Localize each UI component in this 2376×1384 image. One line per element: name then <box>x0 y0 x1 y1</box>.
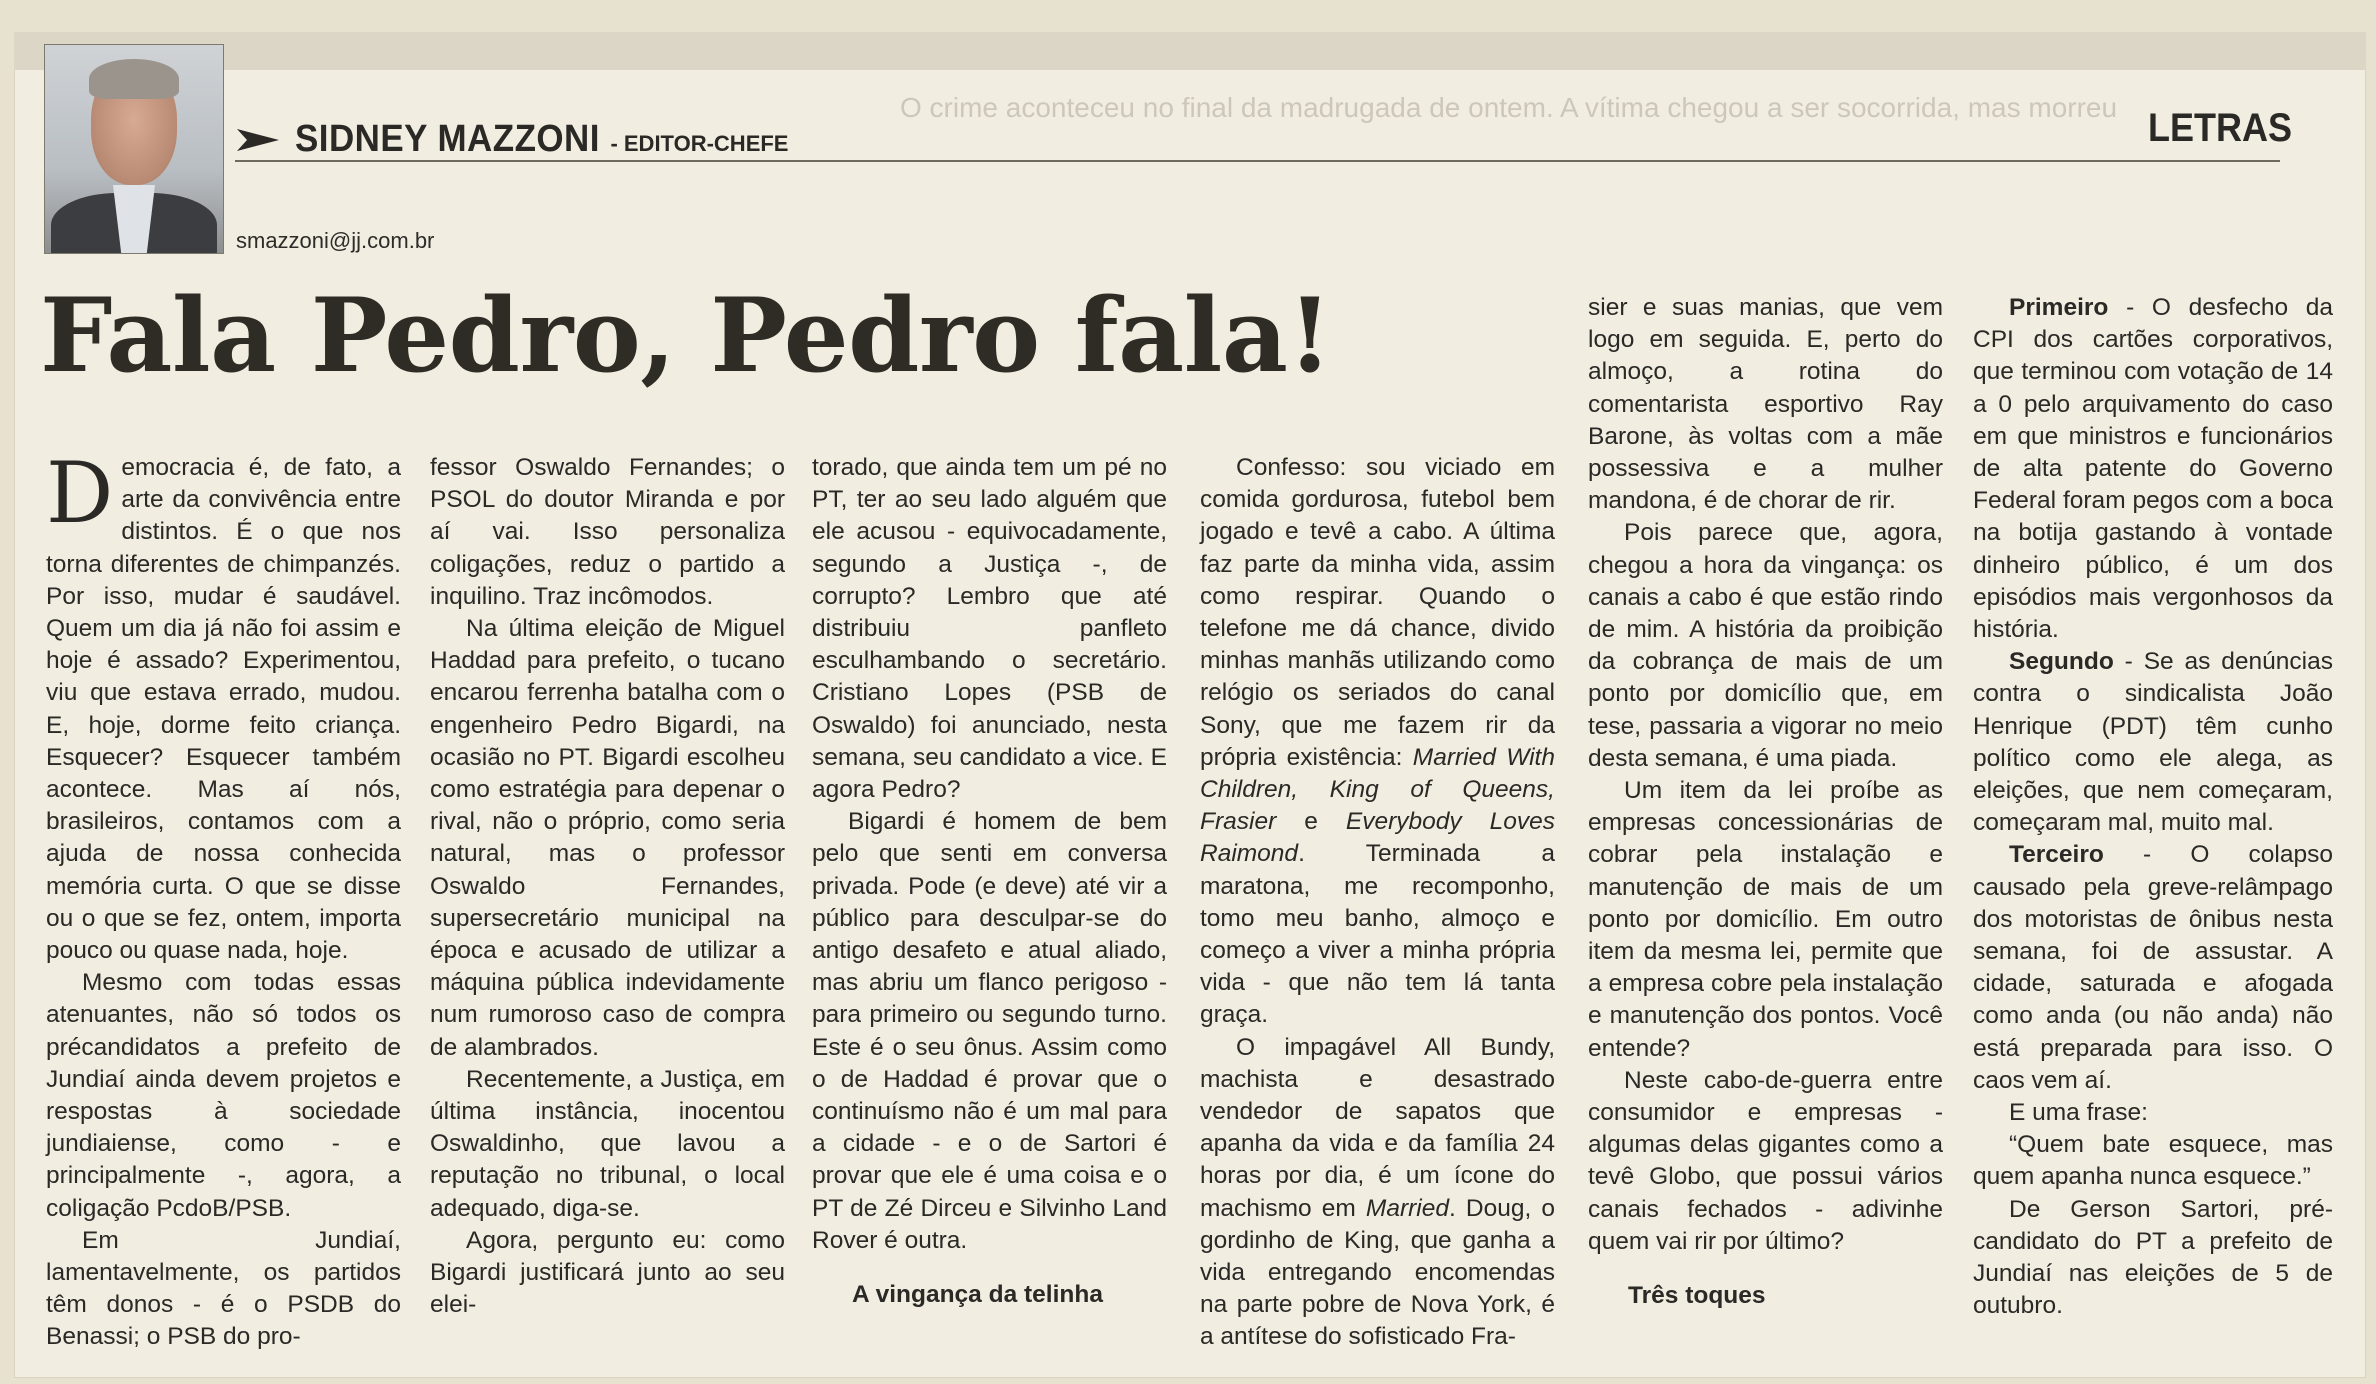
column-1 <box>46 444 401 1354</box>
arrow-right-icon <box>235 125 281 155</box>
text: - O colapso causado pela greve-relâmpago dos motoristas de ônibus nesta semana, foi de assustar. A cidade, saturada e afogada como anda (ou não anda) não está preparada para isso. O caos vem aí. <box>1973 841 2333 1094</box>
byline <box>235 118 788 161</box>
paragraph-text: emocracia é, de fato, a arte da convivência entre distintos. É o que nos torna diferentes de chimpanzés. Por isso, mudar é saudável. Quem um dia já não foi assim e hoje é assado? Experimentou, viu que estava errado, mudou. E, hoje, dorme feito criança. Esquecer? Esquecer também acontece. Mas aí nós, brasileiros, contamos com a ajuda de nossa conhecida memória curta. O que se disse ou o que se fez, ontem, importa pouco ou quase nada, hoje. <box>46 454 401 965</box>
paragraph <box>1200 452 1555 1032</box>
column-2 <box>430 452 785 1321</box>
paragraph <box>1973 646 2333 839</box>
paragraph: Em Jundiaí, lamentavelmente, os partidos têm donos - é o PSDB do Benassi; o PSB do pro- <box>46 1226 401 1351</box>
paragraph: sier e suas manias, que vem logo em seguida. E, perto do almoço, a rotina do comentarista esportivo Ray Barone, às voltas com a mãe possessiva e a mulher mandona, é de chorar de rir. <box>1588 294 1943 515</box>
author-photo <box>44 44 224 254</box>
headline: Fala Pedro, Pedro fala! <box>40 276 1332 396</box>
subheading: A vingança da telinha <box>852 1281 1103 1309</box>
paragraph <box>1973 292 2333 646</box>
paragraph: Mesmo com todas essas atenuantes, não só todos os précandidatos a prefeito de Jundiaí ainda devem projetos e respostas à sociedade jundiaiense, como - e principalmente -, agora, a coligação PcdoB/PSB. <box>46 969 401 1222</box>
paragraph <box>46 444 401 967</box>
paragraph: E uma frase: <box>2009 1099 2148 1127</box>
show-title: Married <box>1365 1194 1449 1222</box>
paragraph: Um item da lei proíbe as empresas concessionárias de cobrar pela instalação e manutenção de mais de um ponto por domicílio. Em outro item da mesma lei, permite que a empresa cobre pela instalação e manutenção dos pontos. Você entende? <box>1588 777 1943 1062</box>
column-3 <box>812 452 1167 1311</box>
photo-hair <box>89 59 179 99</box>
author-name: SIDNEY MAZZONI <box>295 118 600 160</box>
lead-word: Primeiro <box>2009 294 2109 321</box>
paragraph: Bigardi é homem de bem pelo que senti em conversa privada. Pode (e deve) até vir a público para desculpar-se do antigo desafeto e atual aliado, mas abriu um flanco perigoso - para primeiro ou segundo turno. Este é o seu ônus. Assim como o de Haddad é provar que o continuísmo não é um mal para a cidade - e o de Sartori é provar que ele é uma coisa e o PT de Zé Dirceu e Silvinho Land Rover é outra. <box>812 808 1167 1254</box>
author-role: - EDITOR-CHEFE <box>610 131 789 156</box>
text: . Doug, o gordinho de King, que ganha a vida entregando encomendas na parte pobre de Nova York, é a antítese do sofisticado Fra- <box>1200 1194 1555 1351</box>
paragraph: De Gerson Sartori, pré-candidato do PT a prefeito de Jundiaí nas eleições de 5 de outubro. <box>1973 1195 2333 1320</box>
column-6 <box>1973 292 2333 1323</box>
show-titles: Married With Children, King of Queens, Frasier <box>1200 743 1555 836</box>
paragraph: fessor Oswaldo Fernandes; o PSOL do doutor Miranda e por aí vai. Isso personaliza coligações, reduz o partido a inquilino. Traz incômodos. <box>430 454 785 610</box>
quote: “Quem bate esquece, mas quem apanha nunca esquece.” <box>1973 1131 2333 1191</box>
paragraph: Recentemente, a Justiça, em última instância, inocentou Oswaldinho, que lavou a reputação no tribunal, o local adequado, diga-se. <box>430 1065 785 1222</box>
author-email: smazzoni@jj.com.br <box>236 228 435 253</box>
column-4 <box>1200 452 1555 1354</box>
text: . Terminada a maratona, me recomponho, tomo meu banho, almoço e começo a viver a minha própria vida - que não tem lá tanta graça. <box>1200 840 1555 1029</box>
text: - Se as denúncias contra o sindicalista João Henrique (PDT) têm cunho político como ele alega, as eleições, que nem começaram, começaram mal, muito mal. <box>1973 648 2333 837</box>
text: - O desfecho da CPI dos cartões corporativos, que terminou com votação de 14 a 0 pelo arquivamento do caso em que ministros e funcionários de alta patente do Governo Federal foram pegos com a boca na botija gastando à vontade dinheiro público, é um dos episódios mais vergonhosos da história. <box>1973 294 2333 644</box>
subheading: Três toques <box>1628 1282 1766 1310</box>
text: Confesso: sou viciado em comida gordurosa, futebol bem jogado e tevê a cabo. A última faz parte da minha vida, assim como respirar. Quando o telefone me dá chance, divido minhas manhãs utilizando como relógio os seriados do canal Sony, que me fazem rir da própria existência: <box>1200 454 1555 771</box>
paragraph <box>1200 1032 1555 1354</box>
show-title: Everybody Loves Raimond <box>1200 808 1555 868</box>
paragraph: Pois parece que, agora, chegou a hora da vingança: os canais a cabo é que estão rindo de mim. A história da proibição da cobrança de mais de um ponto por domicílio que, em tese, passaria a vigorar no meio desta semana, é uma piada. <box>1588 519 1943 772</box>
bleed-through-text: O crime aconteceu no final da madrugada de ontem. A vítima chegou a ser socorrida, mas morreu <box>900 92 2118 123</box>
text: O impagável All Bundy, machista e desastrado vendedor de sapatos que apanha da vida e da família 24 horas por dia, é um ícone do machismo em <box>1200 1033 1555 1222</box>
paragraph <box>1973 839 2333 1097</box>
paragraph: Agora, pergunto eu: como Bigardi justificará junto ao seu elei- <box>430 1226 785 1319</box>
paragraph: Neste cabo-de-guerra entre consumidor e empresas - algumas delas gigantes como a tevê Globo, que possui vários canais fechados - adivinhe quem vai rir por último? <box>1588 1066 1943 1255</box>
top-bar <box>14 32 2366 70</box>
drop-cap: D <box>46 444 114 542</box>
header-rule <box>235 160 2280 162</box>
paragraph: torado, que ainda tem um pé no PT, ter ao seu lado alguém que ele acusou - equivocadamente, segundo a Justiça -, de corrupto? Lembro que até distribuiu panfleto esculhambando o secretário. Cristiano Lopes (PSB de Oswaldo) foi anunciado, nesta semana, seu candidato a vice. E agora Pedro? <box>812 454 1167 804</box>
text: e <box>1276 808 1346 836</box>
column-5 <box>1588 292 1943 1312</box>
section-title: LETRAS <box>2148 106 2292 150</box>
paragraph: Na última eleição de Miguel Haddad para prefeito, o tucano encarou ferrenha batalha com o engenheiro Pedro Bigardi, na ocasião no PT. Bigardi escolheu como estratégia para depenar o rival, não o próprio, como seria natural, mas o professor Oswaldo Fernandes, supersecretário municipal na época e acusado de utilizar a máquina pública indevidamente num rumoroso caso de compra de alambrados. <box>430 615 785 1061</box>
lead-word: Terceiro <box>2009 841 2104 869</box>
lead-word: Segundo <box>2009 648 2114 676</box>
